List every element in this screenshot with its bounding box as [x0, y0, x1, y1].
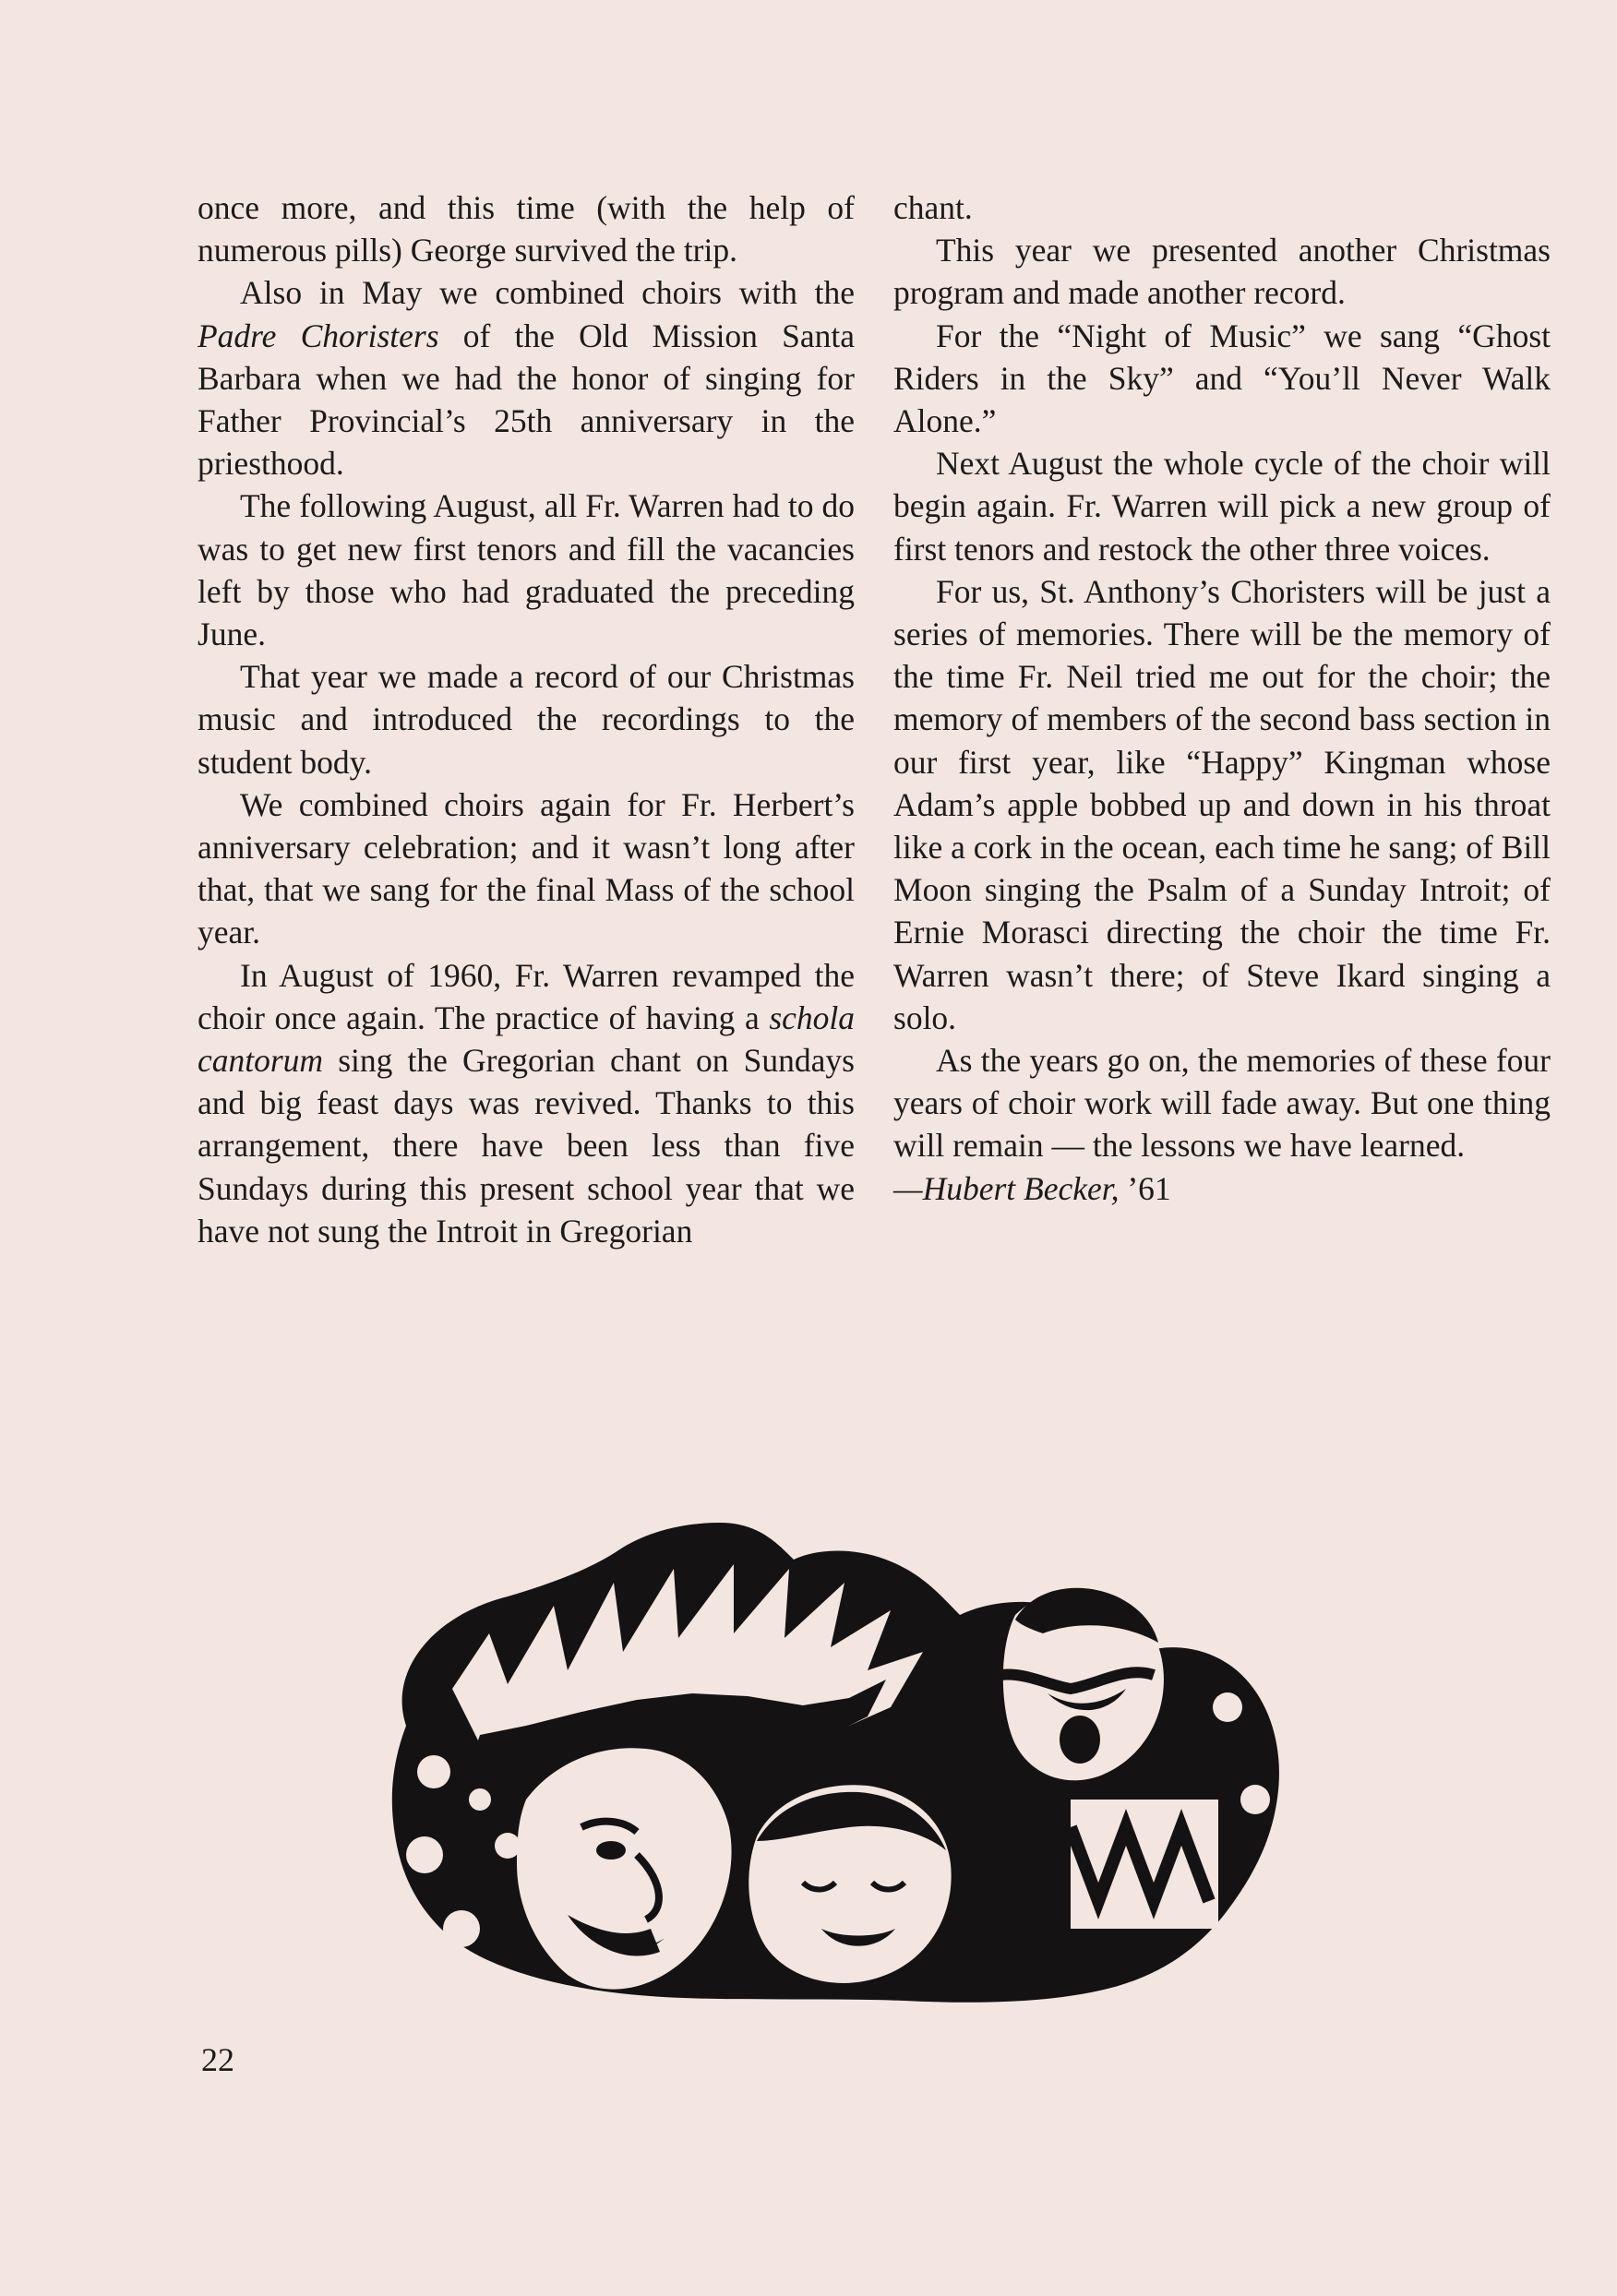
paragraph: once more, and this time (with the help of numerous pills) George survived the trip. [198, 189, 855, 269]
paragraph: This year we presented another Christmas program and made another record. [893, 232, 1551, 312]
paragraph: As the years go on, the memories of these four years of choir work will fade away. But one thing will remain — the lessons we have learned. [893, 1042, 1551, 1165]
page-number: 22 [201, 2041, 234, 2078]
right-column [893, 186, 1551, 1210]
paragraph: Also in May we combined choirs with the Padre Choristers of the Old Mission Santa Barbara when we had the honor of singing for Father Provincial’s 25th anniversary in the priesthood. [198, 274, 855, 483]
paragraph: For the “Night of Music” we sang “Ghost Riders in the Sky” and “You’ll Never Walk Alone.” [893, 317, 1551, 440]
three-singers-cutout-illustration [369, 1495, 1301, 2012]
paragraph: chant. [893, 189, 973, 226]
paragraph: The following August, all Fr. Warren had to do was to get new first tenors and fill the vacancies left by those who had graduated the preceding June. [198, 487, 855, 653]
paragraph: In August of 1960, Fr. Warren revamped the choir once again. The practice of having a schola cantorum sing the Gregorian chant on Sundays and big feast days was revived. Thanks to this arrangement, there have been less than five Sundays during this present school year that we have not sung the Introit in Gregorian [198, 956, 855, 1250]
paragraph: That year we made a record of our Christmas music and introduced the recordings to the student body. [198, 658, 855, 781]
paragraph: We combined choirs again for Fr. Herbert’s anniversary celebration; and it wasn’t long after that, that we sang for the final Mass of the school year. [198, 785, 855, 951]
paragraph: Next August the whole cycle of the choir will begin again. Fr. Warren will pick a new group of first tenors and restock the other three voices. [893, 445, 1551, 568]
left-column [198, 186, 855, 1252]
author-signature: —Hubert Becker, ’61 [893, 1169, 1171, 1207]
paragraph: For us, St. Anthony’s Choristers will be just a series of memories. There will be the memory of the time Fr. Neil tried me out for the choir; the memory of members of the second bass section in our first year, like “Happy” Kingman whose Adam’s apple bobbed up and down in his throat like a cork in the ocean, each time he sang; of Bill Moon singing the Psalm of a Sunday Introit; of Ernie Morasci directing the choir the time Fr. Warren wasn’t there; of Steve Ikard singing a solo. [893, 572, 1551, 1036]
